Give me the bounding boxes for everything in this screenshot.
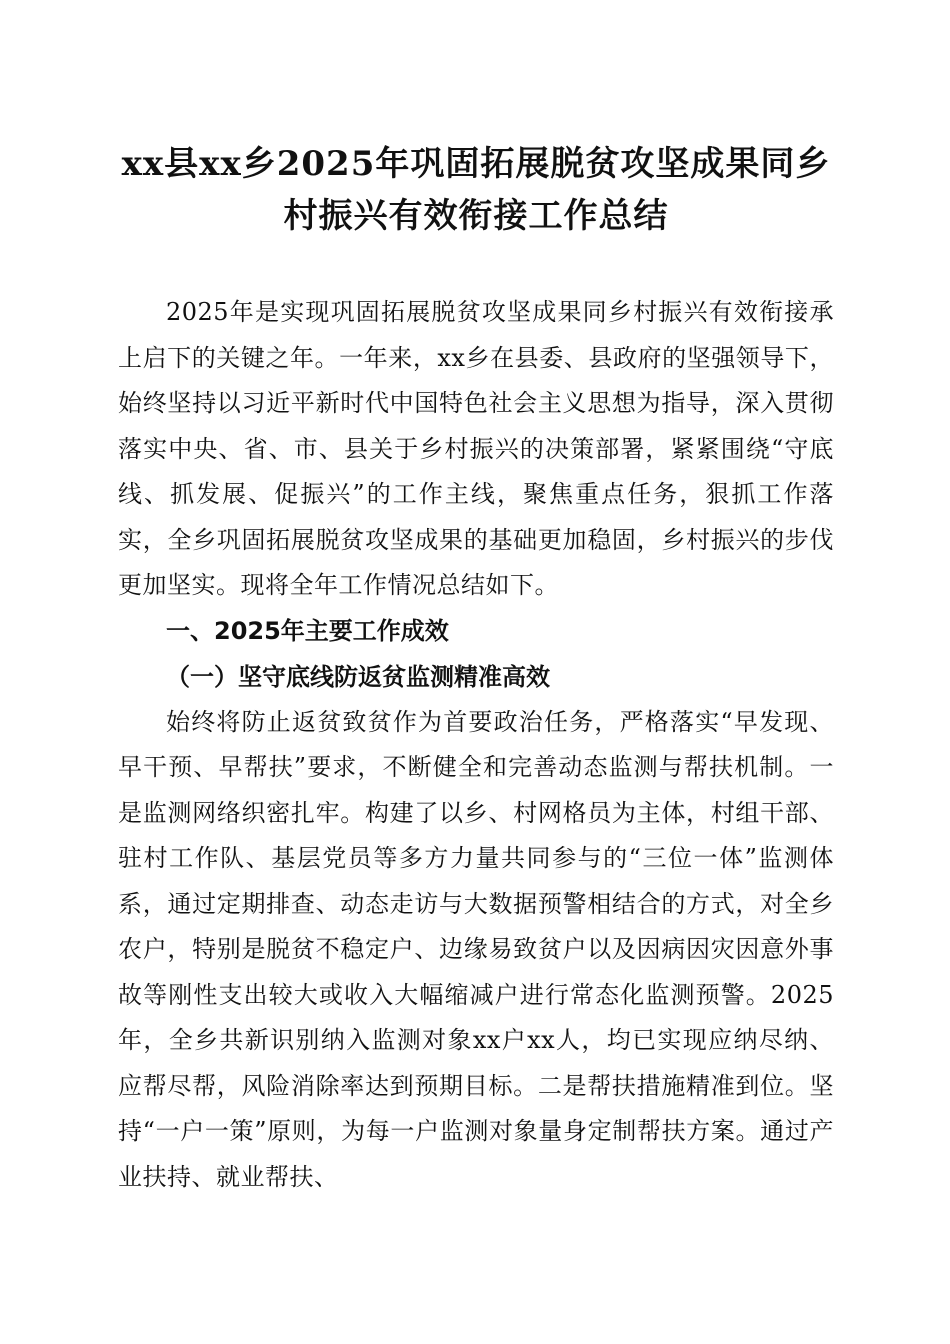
document-title-line-2: 村振兴有效衔接工作总结 xyxy=(283,196,669,236)
document-title-line-1: xx县xx乡2025年巩固拓展脱贫攻坚成果同乡 xyxy=(121,144,831,184)
document-title xyxy=(118,138,834,242)
subsection-paragraph: 始终将防止返贫致贫作为首要政治任务，严格落实“早发现、早干预、早帮扶”要求，不断健全和完善动态监测与帮扶机制。一是监测网络织密扎牢。构建了以乡、村网格员为主体，村组干部、驻村工作队、基层党员等多方力量共同参与的“三位一体”监测体系，通过定期排查、动态走访与大数据预警相结合的方式，对全乡农户，特别是脱贫不稳定户、边缘易致贫户以及因病因灾因意外事故等刚性支出较大或收入大幅缩减户进行常态化监测预警。2025年，全乡共新识别纳入监测对象xx户xx人，均已实现应纳尽纳、应帮尽帮，风险消除率达到预期目标。二是帮扶措施精准到位。坚持“一户一策”原则，为每一户监测对象量身定制帮扶方案。通过产业扶持、就业帮扶、 xyxy=(118,707,834,1191)
document-body xyxy=(118,290,834,1200)
subsection-heading: （一）坚守底线防返贫监测精准高效 xyxy=(166,662,550,691)
section-heading: 一、2025年主要工作成效 xyxy=(166,616,449,645)
intro-paragraph: 2025年是实现巩固拓展脱贫攻坚成果同乡村振兴有效衔接承上启下的关键之年。一年来，xx乡在县委、县政府的坚强领导下，始终坚持以习近平新时代中国特色社会主义思想为指导，深入贯彻落实中央、省、市、县关于乡村振兴的决策部署，紧紧围绕“守底线、抓发展、促振兴”的工作主线，聚焦重点任务，狠抓工作落实，全乡巩固拓展脱贫攻坚成果的基础更加稳固，乡村振兴的步伐更加坚实。现将全年工作情况总结如下。 xyxy=(118,298,834,599)
